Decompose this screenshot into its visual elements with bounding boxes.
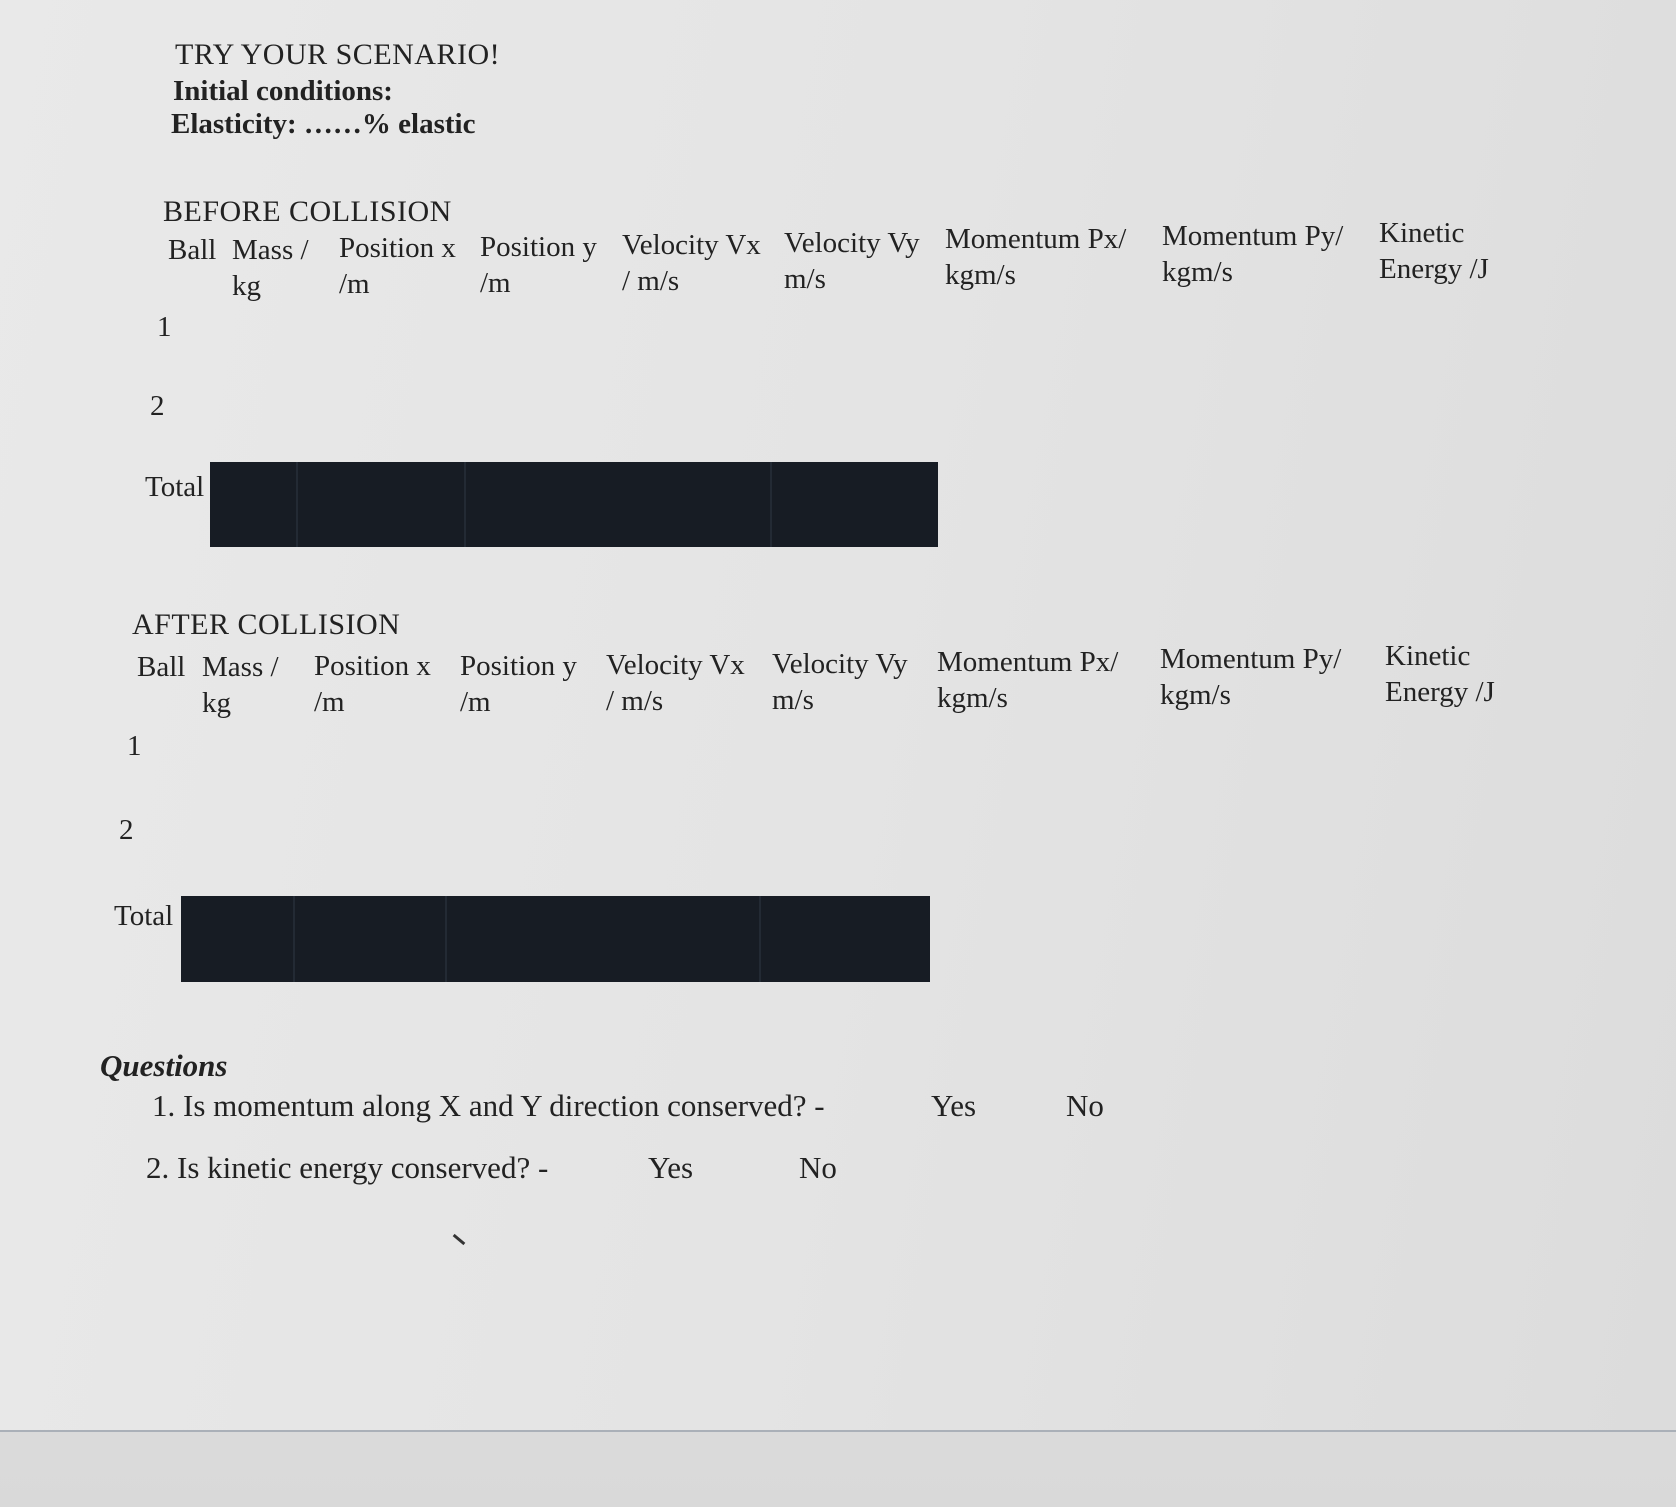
after-col-position-y — [460, 648, 577, 720]
col-momentum-px-label: Momentum Px/ — [945, 223, 1127, 255]
col-velocity-vy-label: Velocity Vy — [784, 227, 920, 259]
col-velocity-vx-unit: / m/s — [622, 265, 680, 297]
before-total-label: Total — [145, 471, 205, 503]
col-mass-unit: kg — [232, 270, 261, 302]
cursor-mark-icon — [453, 1234, 466, 1245]
after-col-momentum-px — [937, 644, 1118, 716]
col-position-y-label: Position y — [460, 650, 577, 682]
after-row-2-label: 2 — [119, 814, 134, 846]
initial-conditions-label: Initial conditions: — [173, 75, 393, 107]
col-velocity-vy-unit: m/s — [784, 263, 826, 295]
after-total-label: Total — [114, 900, 174, 932]
before-col-position-y — [480, 229, 597, 301]
col-velocity-vx-label: Velocity Vx — [622, 229, 761, 261]
col-position-x-label: Position x — [314, 650, 431, 682]
col-position-x-label: Position x — [339, 232, 456, 264]
question-1-text: 1. Is momentum along X and Y direction conserved? - — [152, 1088, 825, 1123]
col-mass-label: Mass / — [202, 651, 279, 683]
col-momentum-px-unit: kgm/s — [937, 682, 1008, 714]
before-col-momentum-px — [945, 221, 1126, 293]
question-2-yes-option[interactable]: Yes — [648, 1150, 694, 1185]
col-mass-label: Mass / — [232, 234, 309, 266]
before-col-position-x — [339, 230, 456, 302]
before-collision-title: BEFORE COLLISION — [163, 195, 452, 228]
after-collision-title: AFTER COLLISION — [132, 608, 401, 641]
after-total-redaction — [181, 896, 930, 982]
col-ball-label: Ball — [137, 651, 186, 683]
after-col-kinetic-energy — [1385, 638, 1495, 710]
before-col-mass — [232, 232, 309, 304]
before-row-2-label: 2 — [150, 390, 165, 422]
col-ball-label: Ball — [168, 234, 217, 266]
questions-title: Questions — [100, 1048, 228, 1083]
before-col-momentum-py — [1162, 218, 1343, 290]
after-col-momentum-py — [1160, 641, 1341, 713]
col-kinetic-unit: Energy /J — [1385, 676, 1495, 708]
before-row-1-label: 1 — [157, 311, 172, 343]
col-position-x-unit: /m — [339, 268, 370, 300]
col-kinetic-label: Kinetic — [1379, 217, 1465, 249]
col-momentum-py-unit: kgm/s — [1160, 679, 1231, 711]
col-mass-unit: kg — [202, 687, 231, 719]
before-col-velocity-vx — [622, 227, 761, 299]
before-col-velocity-vy — [784, 225, 920, 297]
question-2-text: 2. Is kinetic energy conserved? - — [146, 1150, 549, 1185]
after-col-mass — [202, 649, 279, 721]
col-velocity-vy-label: Velocity Vy — [772, 648, 908, 680]
question-1-yes-option[interactable]: Yes — [931, 1088, 977, 1123]
col-momentum-px-unit: kgm/s — [945, 259, 1016, 291]
col-kinetic-label: Kinetic — [1385, 640, 1471, 672]
worksheet-title: TRY YOUR SCENARIO! — [175, 38, 501, 71]
col-position-x-unit: /m — [314, 686, 345, 718]
before-col-kinetic-energy — [1379, 215, 1489, 287]
col-kinetic-unit: Energy /J — [1379, 253, 1489, 285]
col-position-y-unit: /m — [460, 686, 491, 718]
col-velocity-vx-unit: / m/s — [606, 685, 664, 717]
col-velocity-vx-label: Velocity Vx — [606, 649, 745, 681]
col-momentum-py-unit: kgm/s — [1162, 256, 1233, 288]
before-total-redaction — [210, 462, 938, 547]
after-row-1-label: 1 — [127, 730, 142, 762]
after-col-ball — [137, 649, 185, 685]
question-2-no-option[interactable]: No — [799, 1150, 837, 1185]
col-momentum-px-label: Momentum Px/ — [937, 646, 1119, 678]
col-momentum-py-label: Momentum Py/ — [1162, 220, 1344, 252]
question-1-no-option[interactable]: No — [1066, 1088, 1104, 1123]
after-col-velocity-vx — [606, 647, 745, 719]
col-position-y-label: Position y — [480, 231, 597, 263]
before-col-ball — [168, 232, 216, 268]
col-position-y-unit: /m — [480, 267, 511, 299]
after-col-velocity-vy — [772, 646, 908, 718]
elasticity-field[interactable]: Elasticity: ……% elastic — [171, 108, 476, 140]
col-momentum-py-label: Momentum Py/ — [1160, 643, 1342, 675]
col-velocity-vy-unit: m/s — [772, 684, 814, 716]
after-col-position-x — [314, 648, 431, 720]
